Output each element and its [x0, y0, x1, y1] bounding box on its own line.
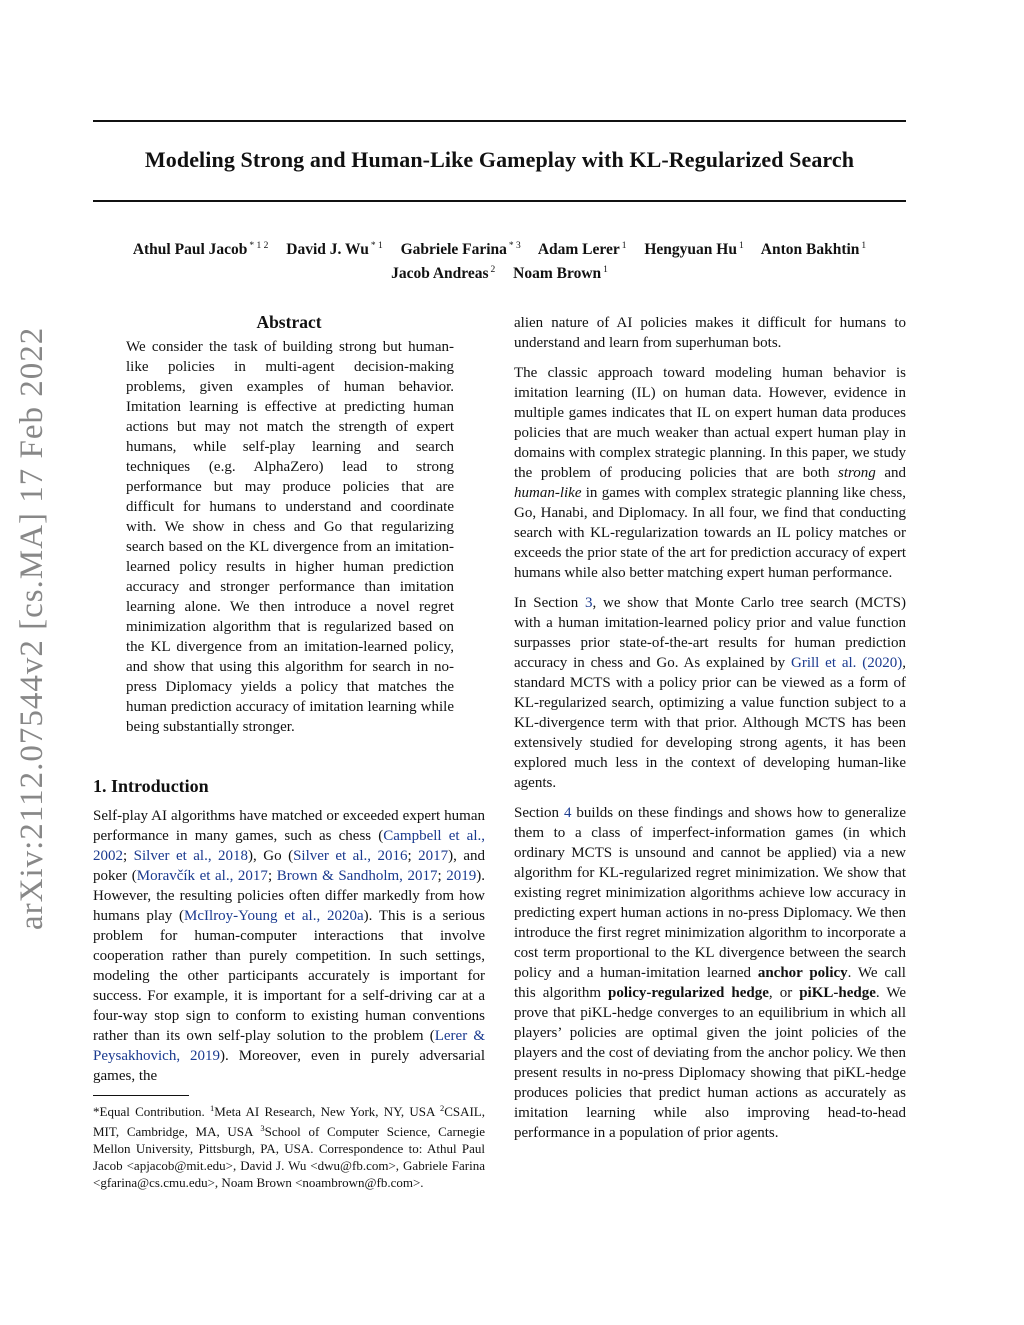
author-list — [93, 236, 906, 284]
arxiv-identifier: arXiv:2112.07544v2 [cs.MA] 17 Feb 2022 — [14, 326, 50, 930]
author-affiliation: * 1 — [370, 241, 383, 251]
author-name: Athul Paul Jacob — [132, 241, 248, 258]
author-affiliation: 1 — [603, 265, 608, 275]
author-name: Jacob Andreas — [391, 265, 489, 282]
author-name: Gabriele Farina — [400, 241, 507, 258]
right-column — [514, 313, 906, 1153]
author-name: Adam Lerer — [537, 241, 620, 258]
paragraph: alien nature of AI policies makes it difficult for humans to understand and learn from superhuman bots. — [514, 315, 906, 351]
citation-link[interactable]: Grill et al. (2020) — [791, 655, 903, 671]
paragraph: The classic approach toward modeling human behavior is imitation learning (IL) on human data. However, evidence in multiple games indicates that IL on expert human data produces policies that are much weaker than actual expert human play in domains with complex strategic planning. In this paper, we study the problem of producing policies that are both strong and human-like in games with complex strategic planning like chess, Go, Hanabi, and Diplomacy. In all four, we find that conducting search with KL-regularization towards an IL policy matches or exceeds the prior state of the art for prediction accuracy of expert humans while also better matching expert human performance. — [514, 365, 906, 581]
author-name: Noam Brown — [513, 265, 602, 282]
section-heading-introduction: 1. Introduction — [93, 776, 209, 796]
paper-title: Modeling Strong and Human-Like Gameplay with KL-Regularized Search — [144, 147, 855, 172]
citation-link[interactable]: Lerer & Peysakhovich, 2019 — [93, 1028, 485, 1064]
author-affiliation: 1 — [861, 241, 867, 251]
citation-link[interactable]: Campbell et al., 2002 — [93, 828, 485, 864]
abstract-heading: Abstract — [256, 312, 322, 332]
citation-link[interactable]: McIlroy-Young et al., 2020a — [184, 908, 364, 924]
abstract-body: We consider the task of building strong but human-like policies in multi-agent decision-making problems, given examples of human behavior. Imitation learning is effective at predicting human actions but may not match the strength of expert humans, while self-play learning and search techniques (e.g. AlphaZero) lead to strong performance but may produce policies that are difficult for humans to understand and coordinate with. We show in chess and Go that regularizing search based on the KL divergence from an imitation-learned policy results in higher human prediction accuracy and stronger performance than imitation learning alone. We then introduce a novel regret minimization algorithm that is regularized based on the KL divergence from an imitation-learned policy, and show that using this algorithm for search in no-press Diplomacy yields a policy that matches the human prediction accuracy of imitation learning while being substantially stronger. — [126, 339, 454, 735]
citation-link[interactable]: Brown & Sandholm, 2017 — [276, 868, 438, 884]
citation-link[interactable]: Moravčík et al., 2017 — [136, 868, 268, 884]
section-link[interactable]: 3 — [585, 595, 593, 611]
citation-link[interactable]: 2019 — [446, 868, 477, 884]
author-affiliation: * 1 2 — [249, 241, 269, 251]
intro-paragraph: Self-play AI algorithms have matched or exceeded expert human performance in many games, such as chess (Campbell et al., 2002; Silver et al., 2018), Go (Silver et al., 2016; 2017), and poker (Moravčík et al., 2017; Brown & Sandholm, 2017; 2019). However, the resulting policies often differ markedly from how humans play (McIlroy-Young et al., 2020a). This is a serious problem for human-computer interactions that involve cooperation rather than purely competition. In such settings, modeling the other participants accurately is important for success. For example, it is important for a self-driving car at a four-way stop sign to conform to existing human conventions rather than its own self-play solution to the problem (Lerer & Peysakhovich, 2019). Moreover, even in purely adversarial games, the — [93, 808, 486, 1084]
author-name: Anton Bakhtin — [760, 241, 860, 258]
footnote-rule — [93, 1095, 189, 1096]
citation-link[interactable]: Silver et al., 2018 — [133, 848, 249, 864]
title-bottom-rule — [93, 200, 906, 202]
title-top-rule — [93, 120, 906, 122]
author-affiliation: 1 — [621, 241, 627, 251]
paragraph: Section 4 builds on these findings and shows how to generalize them to a class of imperfect-information games (in which ordinary MCTS is unsound and cannot be applied) via a new algorithm for KL-regularized regret minimization. We show that existing regret minimization algorithms achieve low accuracy in predicting expert human actions in no-press Diplomacy. We then introduce the first regret minimization algorithm to incorporate a cost term proportional to the KL divergence between the search policy and a human-imitation learned anchor policy. We call this algorithm policy-regularized hedge, or piKL-hedge. We prove that piKL-hedge converges to an equilibrium in which all players’ policies are optimal given the joint policies of the players and the cost of deviating from the anchor policy. We then present results in no-press Diplomacy showing that piKL-hedge produces policies that predict human actions as accurately as imitation learning while also improving head-to-head performance in a population of prior agents. — [514, 805, 906, 1141]
author-name: David J. Wu — [286, 241, 369, 258]
author-affiliation: 1 — [738, 241, 744, 251]
footnote: *Equal Contribution. $^1$Meta AI Research, New York, NY, USA $^2$CSAIL, MIT, Cambridge, MA, USA $^3$School of Computer Science, Carnegie Mellon University, Pittsburgh, PA, USA. Correspondence to: Athul Paul Jacob <apjacob@mit.edu>, David J. Wu <dwu@fb.com>, Gabriele Farina <gfarina@cs.cmu.edu>, Noam Brown <noambrown@fb.com>. — [93, 1103, 485, 1190]
citation-link[interactable]: 2017 — [418, 848, 449, 864]
citation-link[interactable]: Silver et al., 2016 — [293, 848, 408, 864]
section-link[interactable]: 4 — [563, 805, 572, 821]
paragraph: In Section 3, we show that Monte Carlo tree search (MCTS) with a human imitation-learned policy prior and value function surpasses prior state-of-the-art results for human prediction accuracy in chess and Go. As explained by Grill et al. (2020), standard MCTS with a policy prior can be viewed as a form of KL-regularized search, optimizing a value function subject to a KL-divergence term with that prior. Although MCTS has been extensively studied for developing strong agents, it has been explored much less in the context of developing human-like agents. — [514, 595, 906, 791]
author-name: Hengyuan Hu — [644, 241, 737, 258]
author-affiliation: * 3 — [508, 241, 521, 251]
author-affiliation: 2 — [490, 265, 496, 275]
